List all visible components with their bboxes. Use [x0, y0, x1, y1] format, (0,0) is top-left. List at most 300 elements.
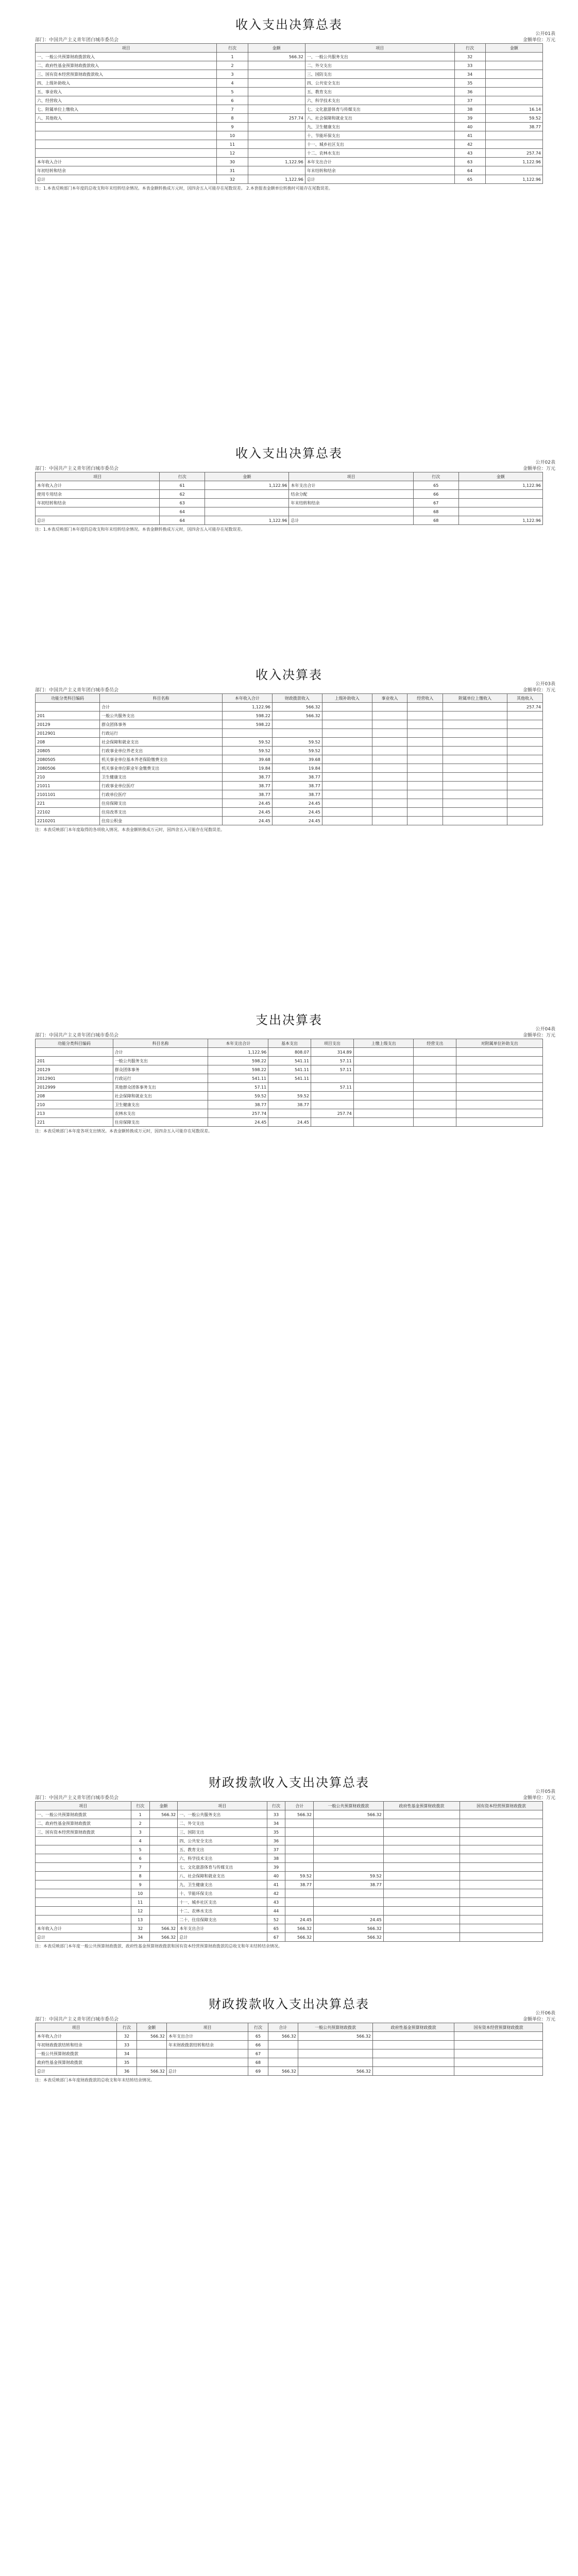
table-cell: 总计	[289, 516, 413, 525]
column-header: 项目	[36, 1802, 131, 1810]
table-cell: 566.32	[285, 1810, 314, 1819]
table-cell: 598.22	[222, 711, 272, 720]
table-cell	[353, 1074, 414, 1083]
table-cell: 5	[131, 1845, 149, 1854]
column-header: 金额	[485, 44, 542, 53]
table-row	[36, 1880, 543, 1889]
column-header: 本年收入合计	[222, 694, 272, 703]
table-cell	[149, 1880, 178, 1889]
table-cell: 41	[454, 131, 485, 140]
table-cell	[460, 1837, 543, 1845]
table-cell	[372, 2032, 454, 2041]
table-cell: 总计	[166, 2067, 248, 2076]
column-header: 国有资本经营预算财政拨款	[460, 1802, 543, 1810]
table-cell	[372, 755, 407, 764]
table-cell: 10	[131, 1889, 149, 1898]
table-cell: 2080505	[36, 755, 100, 764]
table-header-row	[36, 694, 543, 703]
table-cell	[443, 738, 507, 747]
table-cell	[383, 1845, 460, 1854]
table-cell	[414, 1100, 456, 1109]
table-cell	[456, 1109, 543, 1118]
column-header: 政府性基金预算财政拨款	[372, 2023, 454, 2032]
table-cell	[298, 2041, 372, 2049]
table-cell: 59.52	[268, 1092, 311, 1100]
table-cell: 44	[267, 1907, 285, 1916]
table-row	[36, 490, 543, 499]
table-cell	[314, 1898, 384, 1907]
table-cell: 群众团体事务	[100, 720, 223, 729]
table-cell: 五、教育支出	[305, 88, 454, 96]
table-cell	[383, 1916, 460, 1924]
table-cell	[36, 1872, 131, 1880]
table-cell	[248, 70, 305, 79]
table-cell: 行政单位医疗	[100, 790, 223, 799]
table-cell: 一、一般公共预算财政拨款收入	[36, 53, 217, 61]
table-cell: 213	[36, 1109, 113, 1118]
table-cell	[460, 1907, 543, 1916]
table-cell: 八、其他收入	[36, 114, 217, 123]
column-header: 项目支出	[311, 1039, 353, 1048]
column-header: 项目	[178, 1802, 267, 1810]
section-title: 财政拨款收入支出决算总表	[209, 1997, 369, 2011]
table-cell: 65	[248, 2032, 268, 2041]
table-cell	[205, 499, 289, 507]
table-cell: 行政事业单位养老支出	[100, 747, 223, 755]
table-row	[36, 703, 543, 711]
table-cell	[372, 764, 407, 773]
table-cell: 22102	[36, 808, 100, 817]
table-cell: 一般公共服务支出	[100, 711, 223, 720]
table-cell	[443, 703, 507, 711]
table-cell	[36, 1916, 131, 1924]
table-cell: 257.74	[208, 1109, 268, 1118]
table-cell	[248, 96, 305, 105]
table-cell	[414, 1083, 456, 1092]
table-cell: 57.11	[208, 1083, 268, 1092]
table-cell: 38	[267, 1854, 285, 1863]
table-cell: 三、国防支出	[305, 70, 454, 79]
table-row	[36, 2049, 543, 2058]
table-cell: 566.32	[314, 1924, 384, 1933]
table-cell: 63	[454, 158, 485, 166]
table-cell: 1	[131, 1810, 149, 1819]
table-cell	[268, 1109, 311, 1118]
column-header: 合计	[285, 1802, 314, 1810]
table-cell: 住房保障支出	[113, 1118, 208, 1127]
table-cell	[460, 1898, 543, 1907]
table-row	[36, 88, 543, 96]
table-cell	[372, 808, 407, 817]
table-cell	[36, 1863, 131, 1872]
table-cell	[149, 1872, 178, 1880]
report-table	[35, 1039, 543, 1127]
unit-label: 金额单位：万元	[522, 2017, 555, 2022]
table-cell: 24.45	[272, 817, 322, 825]
table-row	[36, 70, 543, 79]
table-cell	[36, 1837, 131, 1845]
table-cell	[407, 729, 443, 738]
table-cell	[460, 1845, 543, 1854]
table-cell	[311, 1092, 353, 1100]
table-cell	[485, 140, 542, 149]
table-cell: 43	[454, 149, 485, 158]
table-cell	[285, 1889, 314, 1898]
table-cell: 598.22	[208, 1057, 268, 1065]
table-cell: 总计	[178, 1933, 267, 1942]
table-cell	[149, 1916, 178, 1924]
table-cell	[322, 764, 372, 773]
form-number: 公开06表	[535, 2011, 555, 2016]
table-cell: 210	[36, 773, 100, 782]
table-cell	[383, 1837, 460, 1845]
table-cell	[507, 817, 543, 825]
table-cell: 31	[217, 166, 248, 175]
table-row	[36, 175, 543, 184]
table-cell: 本年收入合计	[36, 158, 217, 166]
table-row	[36, 149, 543, 158]
table-cell	[248, 149, 305, 158]
table-cell: 7	[131, 1863, 149, 1872]
table-cell	[507, 808, 543, 817]
table-cell: 566.32	[137, 2032, 166, 2041]
table-row	[36, 1819, 543, 1828]
table-cell	[372, 817, 407, 825]
column-header: 行次	[454, 44, 485, 53]
table-cell: 二十、住房保障支出	[178, 1916, 267, 1924]
table-cell: 36	[267, 1837, 285, 1845]
table-cell: 33	[117, 2041, 137, 2049]
table-cell: 33	[267, 1810, 285, 1819]
table-cell	[414, 1092, 456, 1100]
table-cell: 35	[267, 1828, 285, 1837]
column-header: 科目名称	[100, 694, 223, 703]
table-cell	[456, 1083, 543, 1092]
table-cell: 541.11	[268, 1074, 311, 1083]
table-cell: 本年支出合计	[305, 158, 454, 166]
table-cell	[353, 1048, 414, 1057]
table-cell	[407, 747, 443, 755]
table-cell: 36	[454, 88, 485, 96]
table-cell: 1,122.96	[205, 481, 289, 490]
table-cell	[314, 1828, 384, 1837]
table-cell: 6	[217, 96, 248, 105]
table-row	[36, 1907, 543, 1916]
table-cell: 五、事业收入	[36, 88, 217, 96]
table-cell	[372, 720, 407, 729]
table-cell	[248, 166, 305, 175]
table-cell: 65	[413, 481, 458, 490]
table-cell	[372, 2067, 454, 2076]
table-cell	[414, 1074, 456, 1083]
table-cell: 566.32	[314, 1933, 384, 1942]
table-cell: 57.11	[311, 1083, 353, 1092]
column-header: 行次	[160, 472, 205, 481]
table-cell: 37	[454, 96, 485, 105]
table-row	[36, 2067, 543, 2076]
table-cell: 2	[131, 1819, 149, 1828]
table-cell	[314, 1837, 384, 1845]
table-cell	[372, 738, 407, 747]
table-cell: 十二、农林水支出	[305, 149, 454, 158]
table-cell	[36, 149, 217, 158]
column-header: 行次	[131, 1802, 149, 1810]
column-header: 行次	[217, 44, 248, 53]
table-row	[36, 1916, 543, 1924]
table-cell: 十一、城乡社区支出	[305, 140, 454, 149]
table-cell	[383, 1924, 460, 1933]
table-cell: 二、政府性基金预算财政拨款收入	[36, 61, 217, 70]
table-cell: 1,122.96	[485, 175, 542, 184]
table-row	[36, 747, 543, 755]
table-cell	[407, 808, 443, 817]
table-cell: 566.32	[314, 1810, 384, 1819]
column-header: 金额	[137, 2023, 166, 2032]
table-cell	[372, 703, 407, 711]
table-cell: 七、文化旅游体育与传媒支出	[178, 1863, 267, 1872]
table-cell	[149, 1898, 178, 1907]
table-cell: 24.45	[268, 1118, 311, 1127]
column-header: 项目	[289, 472, 413, 481]
table-cell: 38.77	[222, 773, 272, 782]
org-label: 部门：中国共产主义青年团白城市委员会	[35, 2017, 119, 2022]
table-cell: 总计	[36, 175, 217, 184]
table-row	[36, 61, 543, 70]
table-cell	[36, 123, 217, 131]
table-cell	[322, 808, 372, 817]
column-header: 附属单位上缴收入	[443, 694, 507, 703]
org-label: 部门：中国共产主义青年团白城市委员会	[35, 1033, 119, 1038]
table-cell: 20129	[36, 1065, 113, 1074]
table-cell: 十、节能环保支出	[305, 131, 454, 140]
table-cell: 行政事业单位医疗	[100, 782, 223, 790]
table-cell: 24.45	[272, 808, 322, 817]
table-cell: 4	[131, 1837, 149, 1845]
table-cell	[353, 1118, 414, 1127]
table-cell: 年初财政拨款结转和结余	[36, 2041, 117, 2049]
table-cell	[322, 711, 372, 720]
table-cell: 农林水支出	[113, 1109, 208, 1118]
table-row	[36, 2032, 543, 2041]
table-cell: 598.22	[208, 1065, 268, 1074]
table-cell	[322, 755, 372, 764]
table-cell	[407, 773, 443, 782]
table-cell: 2210201	[36, 817, 100, 825]
column-header: 经营支出	[414, 1039, 456, 1048]
table-row	[36, 1118, 543, 1127]
table-cell	[507, 747, 543, 755]
table-note: 注：1.本表反映部门本年度的总收支和年末结转结余情况。本表金额转换成万元时，因四舍五入可能存在尾数误差。	[35, 527, 245, 532]
table-cell: 59.52	[314, 1872, 384, 1880]
table-cell: 566.32	[137, 2067, 166, 2076]
table-cell: 566.32	[268, 2067, 298, 2076]
table-cell	[458, 499, 542, 507]
table-cell: 38.77	[208, 1100, 268, 1109]
table-cell	[322, 817, 372, 825]
table-cell: 8	[217, 114, 248, 123]
table-row	[36, 720, 543, 729]
table-cell: 11	[217, 140, 248, 149]
table-cell	[460, 1916, 543, 1924]
table-cell	[36, 1898, 131, 1907]
table-cell	[414, 1109, 456, 1118]
table-cell: 1,122.96	[458, 481, 542, 490]
table-cell	[485, 53, 542, 61]
table-cell: 566.32	[272, 711, 322, 720]
table-cell	[443, 711, 507, 720]
table-row	[36, 1074, 543, 1083]
table-cell	[285, 1907, 314, 1916]
table-row	[36, 516, 543, 525]
table-cell: 210	[36, 1100, 113, 1109]
table-cell	[285, 1898, 314, 1907]
table-cell	[205, 490, 289, 499]
table-cell: 32	[131, 1924, 149, 1933]
table-cell	[456, 1092, 543, 1100]
table-cell: 38.77	[268, 1100, 311, 1109]
table-cell	[383, 1872, 460, 1880]
table-cell	[36, 131, 217, 140]
table-cell: 566.32	[298, 2032, 372, 2041]
table-cell: 2	[217, 61, 248, 70]
table-cell	[407, 799, 443, 808]
table-cell: 39	[454, 114, 485, 123]
table-cell	[407, 720, 443, 729]
column-header: 金额	[205, 472, 289, 481]
table-row	[36, 782, 543, 790]
table-cell: 二、政府性基金预算财政拨款	[36, 1819, 131, 1828]
table-cell	[353, 1100, 414, 1109]
report-table	[35, 43, 543, 184]
table-cell: 42	[454, 140, 485, 149]
table-cell	[458, 490, 542, 499]
table-cell: 总计	[36, 2067, 117, 2076]
table-cell	[454, 2049, 543, 2058]
table-cell: 行政运行	[100, 729, 223, 738]
table-cell: 566.32	[298, 2067, 372, 2076]
table-cell	[507, 729, 543, 738]
table-cell: 57.11	[311, 1065, 353, 1074]
table-row	[36, 711, 543, 720]
table-cell	[372, 2058, 454, 2067]
table-cell	[314, 1854, 384, 1863]
table-cell	[372, 2049, 454, 2058]
table-cell: 住房保障支出	[100, 799, 223, 808]
table-cell: 566.32	[285, 1933, 314, 1942]
column-header: 科目名称	[113, 1039, 208, 1048]
table-cell: 68	[413, 516, 458, 525]
table-cell	[383, 1863, 460, 1872]
table-cell: 566.32	[149, 1924, 178, 1933]
table-cell: 8	[131, 1872, 149, 1880]
table-cell	[149, 1907, 178, 1916]
table-cell: 十一、城乡社区支出	[178, 1898, 267, 1907]
table-cell	[407, 764, 443, 773]
column-header: 对附属单位补助支出	[456, 1039, 543, 1048]
table-cell: 32	[117, 2032, 137, 2041]
table-row	[36, 790, 543, 799]
table-cell: 40	[454, 123, 485, 131]
section-title: 收入支出决算总表	[235, 18, 343, 32]
table-cell: 五、教育支出	[178, 1845, 267, 1854]
table-cell: 本年收入合计	[36, 481, 160, 490]
table-cell	[485, 61, 542, 70]
table-cell	[383, 1819, 460, 1828]
table-row	[36, 1889, 543, 1898]
table-cell: 六、经营收入	[36, 96, 217, 105]
table-cell: 社会保障和就业支出	[113, 1092, 208, 1100]
table-cell: 本年支出合计	[178, 1924, 267, 1933]
table-cell: 九、卫生健康支出	[178, 1880, 267, 1889]
table-row	[36, 1092, 543, 1100]
table-cell: 38.77	[272, 782, 322, 790]
table-cell: 24.45	[314, 1916, 384, 1924]
table-cell	[485, 166, 542, 175]
table-cell	[485, 96, 542, 105]
table-cell: 34	[267, 1819, 285, 1828]
table-cell: 3	[131, 1828, 149, 1837]
table-row	[36, 1057, 543, 1065]
org-label: 部门：中国共产主义青年团白城市委员会	[35, 466, 119, 471]
table-cell: 9	[217, 123, 248, 131]
table-cell: 一、一般公共服务支出	[305, 53, 454, 61]
table-cell: 257.74	[485, 149, 542, 158]
table-cell: 566.32	[268, 2032, 298, 2041]
table-cell	[372, 729, 407, 738]
section-title: 收入决算表	[256, 668, 322, 682]
table-row	[36, 773, 543, 782]
table-cell: 行政运行	[113, 1074, 208, 1083]
table-cell: 六、科学技术支出	[178, 1854, 267, 1863]
table-cell	[407, 790, 443, 799]
column-header: 行次	[413, 472, 458, 481]
table-cell	[383, 1854, 460, 1863]
table-cell	[36, 1845, 131, 1854]
table-row	[36, 1924, 543, 1933]
table-cell: 2012999	[36, 1083, 113, 1092]
table-cell	[414, 1048, 456, 1057]
table-cell	[383, 1933, 460, 1942]
table-row	[36, 499, 543, 507]
table-cell	[507, 773, 543, 782]
table-cell: 541.11	[268, 1057, 311, 1065]
table-cell	[454, 2041, 543, 2049]
table-cell: 十、节能环保支出	[178, 1889, 267, 1898]
table-note: 注：本表反映部门本年度财政拨款的总收支和年末结转结余情况。	[35, 2078, 155, 2082]
table-header-row	[36, 1802, 543, 1810]
report-table	[35, 693, 543, 825]
section-title: 财政拨款收入支出决算总表	[209, 1775, 369, 1790]
table-cell: 年初结转和结余	[36, 166, 217, 175]
table-cell: 24.45	[222, 817, 272, 825]
table-cell: 一、一般公共预算财政拨款	[36, 1810, 131, 1819]
table-cell	[285, 1828, 314, 1837]
table-cell	[248, 131, 305, 140]
table-cell: 十二、农林水支出	[178, 1907, 267, 1916]
column-header: 合计	[268, 2023, 298, 2032]
table-cell	[460, 1828, 543, 1837]
table-row	[36, 1854, 543, 1863]
table-cell: 38	[454, 105, 485, 114]
table-cell: 30	[217, 158, 248, 166]
table-cell	[314, 1889, 384, 1898]
table-row	[36, 507, 543, 516]
table-cell: 2101101	[36, 790, 100, 799]
table-cell: 63	[160, 499, 205, 507]
table-row	[36, 808, 543, 817]
table-cell: 59.52	[272, 747, 322, 755]
table-cell	[36, 507, 160, 516]
